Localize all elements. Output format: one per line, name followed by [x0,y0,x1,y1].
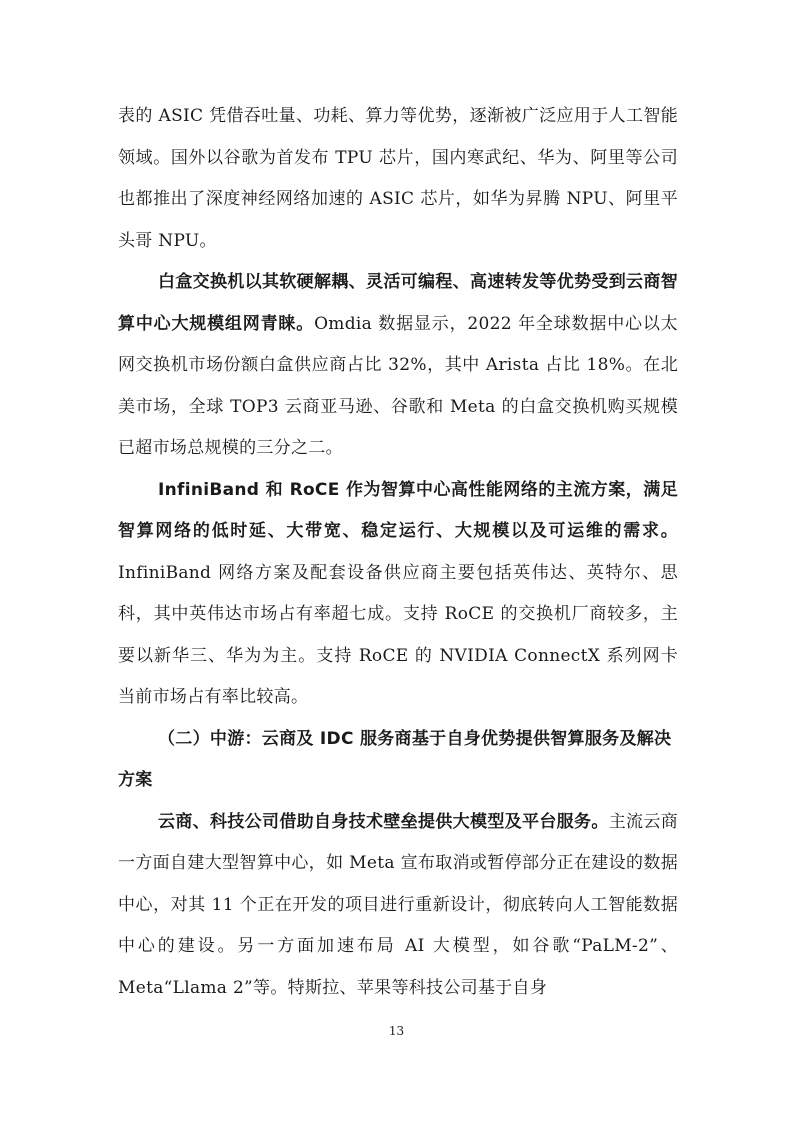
paragraph-whitebox-switch-lead: 白盒交换机以其软硬解耦、灵活可编程、高速转发等优势受到云商智算中心大规模组网青睐。 [118,272,678,334]
paragraph-whitebox-switch-text: Omdia 数据显示，2022 年全球数据中心以太网交换机市场份额白盒供应商占比 32%，其中 Arista 占比 18%。在北美市场，全球 TOP3 云商亚马逊、谷歌和 Meta 的白盒交换机购买规模已超市场总规模的三分之二。 [118,313,678,458]
paragraph-cloud-providers-lead: 云商、科技公司借助自身技术壁垒提供大模型及平台服务。 [158,811,609,832]
paragraph-infiniband-roce-lead: InfiniBand 和 RoCE 作为智算中心高性能网络的主流方案，满足智算网络的低时延、大带宽、稳定运行、大规模以及可运维的需求。 [118,479,678,541]
document-page [118,96,678,1009]
page-number: 13 [388,1024,405,1038]
section-heading-midstream: （二）中游：云商及 IDC 服务商基于自身优势提供智算服务及解决方案 [118,728,672,790]
paragraph-cloud-providers-text: 主流云商一方面自建大型智算中心，如 Meta 宣布取消或暂停部分正在建设的数据中心，对其 11 个正在开发的项目进行重新设计，彻底转向人工智能数据中心的建设。另一方面加速布局 AI 大模型，如谷歌“PaLM-2”、Meta“Llama 2”等。特斯拉、苹果等科技公司基于自身 [118,811,678,998]
paragraph-whitebox-switch [118,262,678,470]
paragraph-infiniband-roce-text: InfiniBand 网络方案及配套设备供应商主要包括英伟达、英特尔、思科，其中英伟达市场占有率超七成。支持 RoCE 的交换机厂商较多，主要以新华三、华为为主。支持 RoCE 的 NVIDIA ConnectX 系列网卡当前市场占有率比较高。 [118,562,678,707]
paragraph-cloud-providers [118,802,678,1010]
paragraph-asic [118,96,678,262]
paragraph-asic-text: 表的 ASIC 凭借吞吐量、功耗、算力等优势，逐渐被广泛应用于人工智能领域。国外以谷歌为首发布 TPU 芯片，国内寒武纪、华为、阿里等公司也都推出了深度神经网络加速的 ASIC 芯片，如华为昇腾 NPU、阿里平头哥 NPU。 [118,106,678,251]
paragraph-infiniband-roce [118,470,678,719]
